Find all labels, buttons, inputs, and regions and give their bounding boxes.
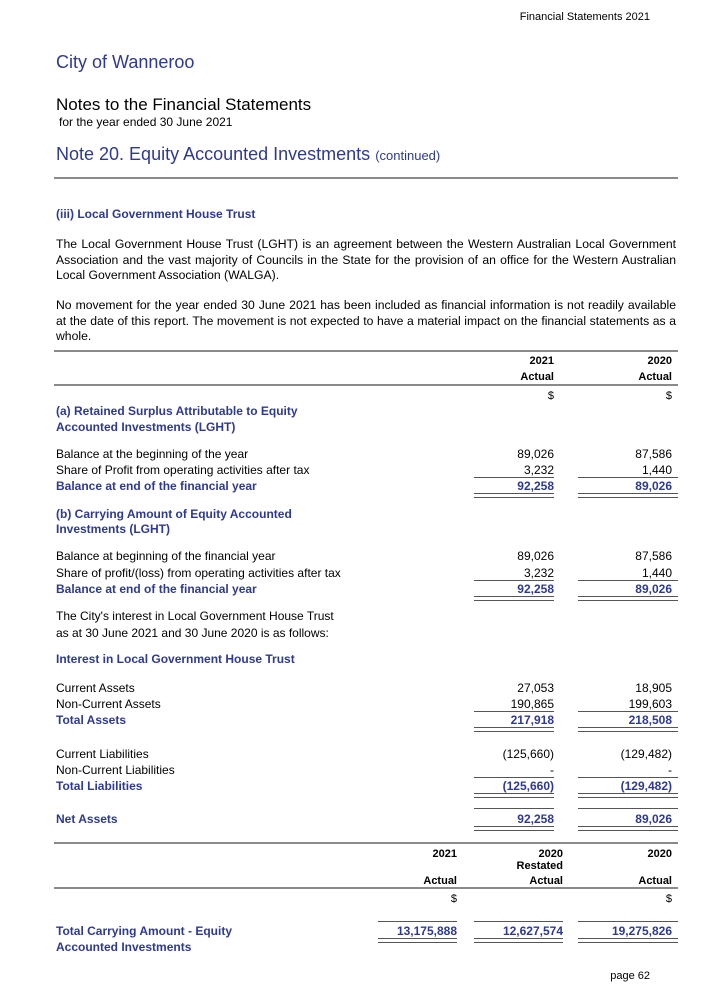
double-underline [578,938,678,943]
notes-title: Notes to the Financial Statements [56,95,312,114]
double-underline [474,493,554,498]
note-title-text: Note 20. Equity Accounted Investments [56,144,371,164]
net-assets-2021: 92,258 [517,812,554,826]
double-underline [578,826,678,831]
table-row-value-2020: 1,440 [641,566,672,580]
table-row-value-2021: - [550,763,554,777]
sum-line [474,777,554,778]
double-underline [474,938,563,943]
table1-a-heading-line2: Accounted Investments (LGHT) [56,420,236,434]
table2-col3-unit: $ [665,893,672,905]
interest-text-line1: The City's interest in Local Government House Trust [56,609,334,623]
table1-b-total-label: Balance at end of the financial year [56,582,257,596]
sum-line [474,477,554,478]
table1-b-total-2021: 92,258 [517,582,554,596]
note-continued: (continued) [375,148,441,163]
table-row-value-2020: 87,586 [635,549,672,563]
sum-line [578,808,678,809]
table1-a-total-label: Balance at end of the financial year [56,479,257,493]
table1-col2-label: Actual [638,371,672,383]
table-row-value-2021: (125,660) [502,747,554,761]
double-underline [578,596,678,601]
section-paragraph-1: The Local Government House Trust (LGHT) is an agreement between the Western Australian Local Government Association and the vast majority of Councils in the State for the provision of an office for the Western Australian Local Government Association (WALGA). [56,237,676,283]
table2-value-2020-restated: 12,627,574 [502,924,563,938]
sum-line [578,580,678,581]
sum-line [578,477,678,478]
table1-col2-year: 2020 [647,355,672,367]
table-row-label: Share of Profit from operating activities after tax [56,463,310,477]
table1-a-total-2020: 89,026 [635,479,672,493]
sum-line [378,921,457,922]
double-underline [378,938,457,943]
double-underline [578,493,678,498]
table-row-value-2021: 3,232 [523,566,554,580]
table-row-value-2021: 89,026 [517,549,554,563]
document-header: Financial Statements 2021 [519,11,650,23]
table2-col2-year: 2020 [538,848,563,860]
table1-col1-label: Actual [520,371,554,383]
table-row-value-2020: (129,482) [620,747,672,761]
table-row-label: Balance at the beginning of the year [56,447,249,461]
table-row-value-2021: 27,053 [517,681,554,695]
total-assets-2021: 217,918 [510,713,554,727]
sum-line [474,711,554,712]
table2-row-label-line1: Total Carrying Amount - Equity [56,924,232,938]
table1-b-heading-line2: Investments (LGHT) [56,522,171,536]
interest-heading: Interest in Local Government House Trust [56,652,295,666]
table-row-value-2020: 18,905 [635,681,672,695]
sum-line [474,921,563,922]
sum-line [578,777,678,778]
interest-text-line2: as at 30 June 2021 and 30 June 2020 is as follows: [56,626,329,640]
notes-period: for the year ended 30 June 2021 [59,115,233,129]
table2-row-label-line2: Accounted Investments [56,940,192,954]
total-liabilities-label: Total Liabilities [56,779,143,793]
table1-b-total-2020: 89,026 [635,582,672,596]
table1-b-heading-line1: (b) Carrying Amount of Equity Accounted [56,507,292,521]
table2-top-rule [54,842,678,844]
table-row-value-2021: 3,232 [523,463,554,477]
table-row-label: Balance at beginning of the financial year [56,549,276,563]
double-underline [474,727,554,732]
sum-line [578,711,678,712]
table-row-label: Share of profit/(loss) from operating activities after tax [56,566,341,580]
title-divider [54,177,678,179]
total-assets-label: Total Assets [56,713,127,727]
net-assets-label: Net Assets [56,812,118,826]
double-underline [474,793,554,798]
table-row-label: Current Liabilities [56,747,149,761]
note-title [56,144,440,165]
double-underline [474,826,554,831]
table2-col2-restated: Restated [516,860,563,872]
table-row-value-2021: 190,865 [510,697,554,711]
table-row-label: Non-Current Assets [56,697,161,711]
sum-line [578,921,678,922]
table2-col1-year: 2021 [432,848,457,860]
table1-a-total-2021: 92,258 [517,479,554,493]
table1-col2-unit: $ [665,390,672,402]
table-row-value-2020: 199,603 [628,697,672,711]
total-liabilities-2021: (125,660) [502,779,554,793]
net-assets-2020: 89,026 [635,812,672,826]
table-row-label: Current Assets [56,681,135,695]
table-row-value-2021: 89,026 [517,447,554,461]
table2-value-2021: 13,175,888 [396,924,457,938]
table2-header-rule [54,887,678,889]
table-row-value-2020: 1,440 [641,463,672,477]
page-number: page 62 [610,970,650,982]
table1-col1-unit: $ [547,390,554,402]
sum-line [474,580,554,581]
table1-a-heading-line1: (a) Retained Surplus Attributable to Equity [56,404,298,418]
total-liabilities-2020: (129,482) [620,779,672,793]
table-row-label: Non-Current Liabilities [56,763,175,777]
total-assets-2020: 218,508 [628,713,672,727]
double-underline [578,793,678,798]
table2-col2-label: Actual [529,875,563,887]
table2-col3-label: Actual [638,875,672,887]
table1-top-rule [54,350,678,352]
section-paragraph-2: No movement for the year ended 30 June 2021 has been included as financial information is not readily available at the date of this report. The movement is not expected to have a material impact on the financial statements as a whole. [56,298,676,344]
table2-col3-year: 2020 [647,848,672,860]
section-heading: (iii) Local Government House Trust [56,207,256,221]
table2-col1-label: Actual [423,875,457,887]
table-row-value-2020: - [668,763,672,777]
organisation-name: City of Wanneroo [56,52,195,72]
table-row-value-2020: 87,586 [635,447,672,461]
table2-value-2020: 19,275,826 [611,924,672,938]
double-underline [474,596,554,601]
table2-col1-unit: $ [450,893,457,905]
table1-header-rule [54,384,678,386]
table1-col1-year: 2021 [529,355,554,367]
sum-line [474,808,554,809]
double-underline [578,727,678,732]
